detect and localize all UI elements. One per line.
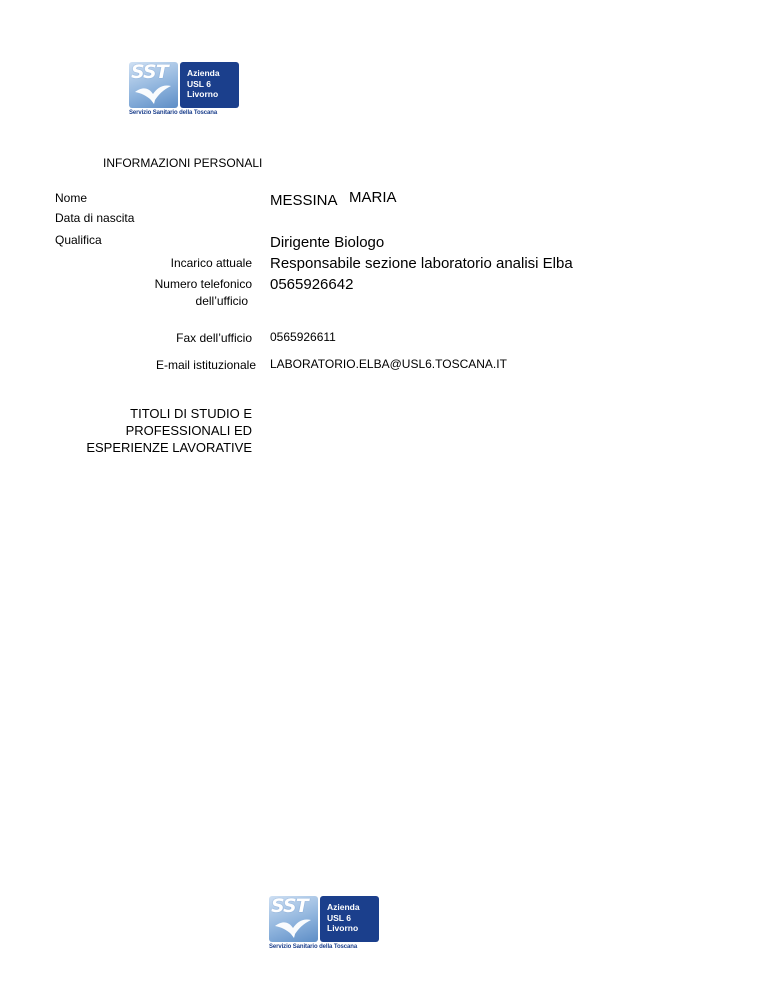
logo-emblem — [129, 62, 239, 108]
logo-box-line: Azienda — [327, 902, 360, 912]
label-nome: Nome — [55, 191, 88, 205]
logo-box-line: Livorno — [327, 923, 359, 933]
logo-box-line: USL 6 — [327, 912, 351, 923]
logo-sst-text: SST — [271, 896, 308, 917]
top-logo — [129, 62, 239, 122]
value-nome: MARIA — [349, 189, 397, 206]
logo-box-line: Azienda — [187, 68, 220, 78]
label-telefono-1: Numero telefonico — [154, 277, 252, 291]
section-title-line: ESPERIENZE LAVORATIVE — [86, 440, 252, 455]
logo-sst-mark — [129, 62, 178, 108]
value-qualifica: Dirigente Biologo — [270, 234, 385, 251]
logo-box — [320, 896, 379, 942]
seagull-icon — [273, 914, 313, 940]
logo-box-line: USL 6 — [187, 78, 211, 89]
label-qualifica: Qualifica — [55, 233, 102, 247]
value-telefono: 0565926642 — [270, 276, 354, 293]
section-title-personal: INFORMAZIONI PERSONALI — [103, 156, 263, 170]
label-email: E-mail istituzionale — [155, 358, 256, 372]
logo-box — [180, 62, 239, 108]
section-title-line: TITOLI DI STUDIO E — [130, 406, 252, 421]
logo-sst-mark — [269, 896, 318, 942]
logo-caption: Servizio Sanitario della Toscana — [269, 944, 358, 950]
logo-sst-text: SST — [131, 62, 168, 83]
section-title-line: PROFESSIONALI ED — [125, 423, 252, 438]
value-fax: 0565926611 — [270, 330, 336, 344]
seagull-icon — [133, 80, 173, 106]
label-data-nascita: Data di nascita — [55, 211, 135, 225]
bottom-logo — [269, 896, 379, 956]
logo-box-line: Livorno — [187, 89, 219, 99]
value-incarico: Responsabile sezione laboratorio analisi Elba — [270, 255, 573, 272]
label-incarico: Incarico attuale — [170, 256, 252, 270]
section-title-studi — [86, 405, 252, 456]
value-cognome: MESSINA — [270, 192, 338, 209]
label-fax: Fax dell’ufficio — [176, 331, 252, 345]
label-telefono-2: dell’ufficio — [195, 294, 248, 308]
logo-emblem — [269, 896, 379, 942]
value-email: LABORATORIO.ELBA@USL6.TOSCANA.IT — [270, 357, 507, 371]
logo-caption: Servizio Sanitario della Toscana — [129, 110, 218, 116]
